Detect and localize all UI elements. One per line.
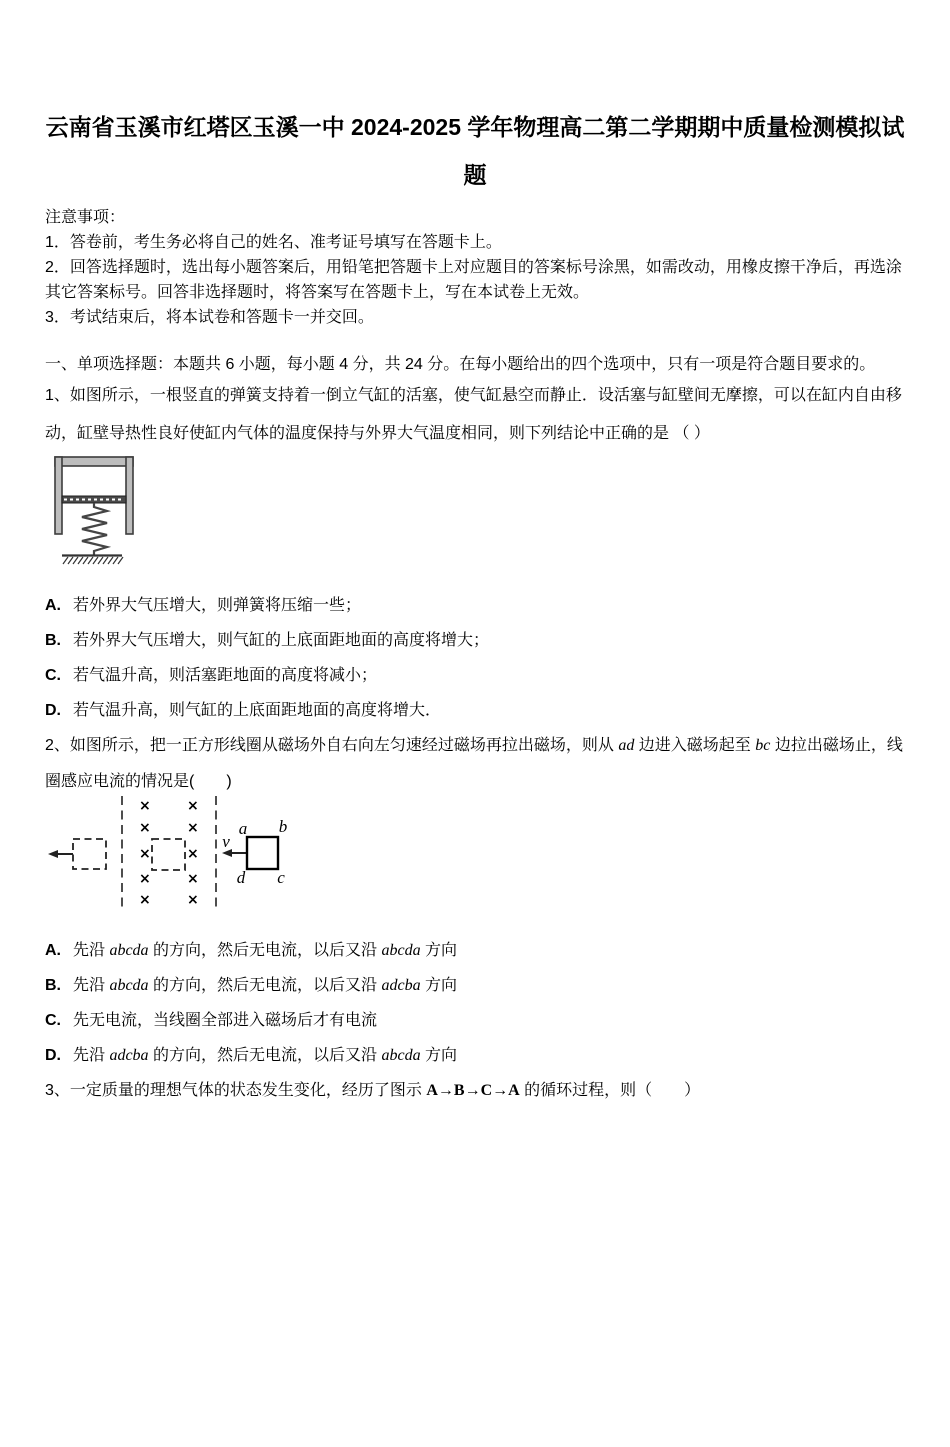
notes-heading: 注意事项： <box>45 209 126 226</box>
coil-magnetic-field-figure <box>45 792 297 914</box>
question-2 <box>45 728 905 1073</box>
cross-icon: × <box>187 892 199 908</box>
option-text: 先沿 adcba 的方向，然后无电流，以后又沿 abcda 方向 <box>73 1047 458 1064</box>
question-2-option-a <box>45 933 905 968</box>
piston-cylinder-figure <box>52 451 147 569</box>
option-label: D. <box>45 702 61 719</box>
option-text: 先无电流，当线圈全部进入磁场后才有电流 <box>73 1012 378 1029</box>
cylinder-top-wall <box>55 457 133 466</box>
question-1-option-d <box>45 693 905 728</box>
question-3-stem: 3、一定质量的理想气体的状态发生变化，经历了图示 A→B→C→A 的循环过程，则（ ） <box>45 1082 701 1099</box>
option-label: A. <box>45 597 61 614</box>
option-text: 若气温升高，则气缸的上底面距地面的高度将增大． <box>73 702 442 719</box>
question-1-option-c <box>45 658 905 693</box>
cross-icon: × <box>187 820 199 836</box>
question-2-stem: 2、如图所示，把一正方形线圈从磁场外自右向左匀速经过磁场再拉出磁场，则从 ad 边进入磁场起至 bc 边拉出磁场止，线圈感应电流的情况是( ) <box>45 737 903 790</box>
option-label: D. <box>45 1047 61 1064</box>
corner-label-b: b <box>278 817 288 836</box>
option-label: A. <box>45 942 61 959</box>
corner-label-c: c <box>277 868 285 887</box>
cross-icon: × <box>187 846 199 862</box>
spring-icon <box>82 503 107 555</box>
cross-icon: × <box>139 846 151 862</box>
cylinder-left-wall <box>55 457 62 534</box>
question-1-options <box>45 588 905 728</box>
option-text: 先沿 abcda 的方向，然后无电流，以后又沿 adcba 方向 <box>73 977 458 994</box>
note-item-2: 2．回答选择题时，选出每小题答案后，用铅笔把答题卡上对应题目的答案标号涂黑，如需改动，用橡皮擦干净后，再选涂其它答案标号。回答非选择题时，将答案写在答题卡上，写在本试卷上无效。 <box>45 259 902 301</box>
note-item-3: 3．考试结束后，将本试卷和答题卡一并交回。 <box>45 309 374 326</box>
corner-label-d: d <box>236 868 246 887</box>
option-label: C. <box>45 1012 61 1029</box>
paper-title <box>45 103 905 199</box>
corner-label-a: a <box>238 819 248 838</box>
cross-icon: × <box>187 871 199 887</box>
option-text: 若外界大气压增大，则气缸的上底面距地面的高度将增大； <box>73 632 490 649</box>
question-2-option-d <box>45 1038 905 1073</box>
notes-section <box>45 205 905 330</box>
question-2-options <box>45 933 905 1073</box>
cross-icon: × <box>139 820 151 836</box>
velocity-label: v <box>222 832 230 851</box>
note-item-1: 1．答卷前，考生务必将自己的姓名、准考证号填写在答题卡上。 <box>45 234 502 251</box>
coil-solid-right <box>247 837 278 869</box>
cross-icon: × <box>139 871 151 887</box>
cross-icon: × <box>139 892 151 908</box>
question-1-stem: 1、如图所示，一根竖直的弹簧支持着一倒立气缸的活塞，使气缸悬空而静止．设活塞与缸壁间无摩擦，可以在缸内自由移动，缸壁导热性良好使缸内气体的温度保持与外界大气温度相同，则下列结论中正确的是 （ ） <box>45 387 902 442</box>
question-1 <box>45 377 905 728</box>
cross-icon: × <box>187 798 199 814</box>
question-1-option-b <box>45 623 905 658</box>
option-text: 先沿 abcda 的方向，然后无电流，以后又沿 abcda 方向 <box>73 942 458 959</box>
paper-title-line2: 题 <box>463 162 487 188</box>
question-1-option-a <box>45 588 905 623</box>
cylinder-right-wall <box>126 457 133 534</box>
option-label: C. <box>45 667 61 684</box>
option-label: B. <box>45 632 61 649</box>
coil-dashed-middle <box>152 839 185 870</box>
paper-title-line1: 云南省玉溪市红塔区玉溪一中 2024-2025 学年物理高二第二学期期中质量检测模拟试 <box>45 114 905 140</box>
question-2-option-b <box>45 968 905 1003</box>
option-label: B. <box>45 977 61 994</box>
exam-paper <box>0 103 950 1109</box>
ground-hatching <box>63 557 123 564</box>
question-2-option-c <box>45 1003 905 1038</box>
cross-icon: × <box>139 798 151 814</box>
coil-dashed-left <box>73 839 106 869</box>
section-1-heading: 一、单项选择题：本题共 6 小题，每小题 4 分，共 24 分。在每小题给出的四个选项中，只有一项是符合题目要求的。 <box>45 356 876 373</box>
option-text: 若外界大气压增大，则弹簧将压缩一些； <box>73 597 362 614</box>
option-text: 若气温升高，则活塞距地面的高度将减小； <box>73 667 378 684</box>
